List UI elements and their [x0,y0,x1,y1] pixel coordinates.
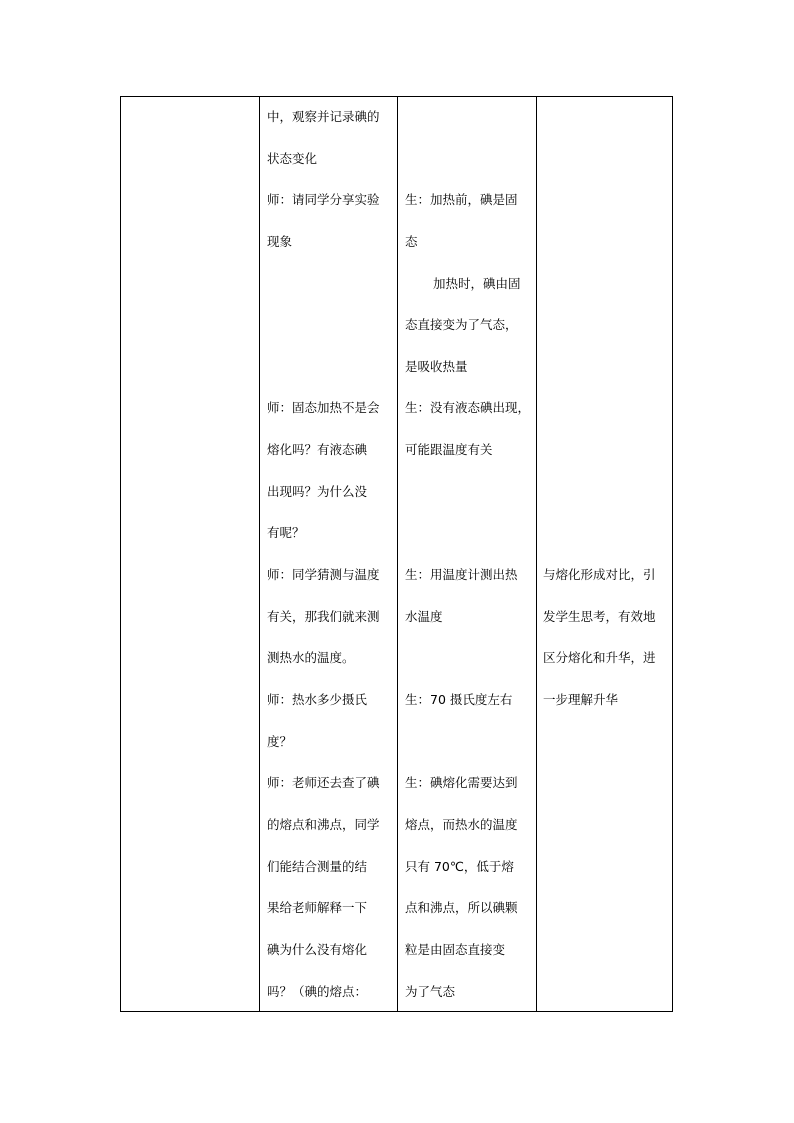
student-line: 生：碘熔化需要达到 [405,775,518,790]
teacher-line: 的熔点和沸点，同学 [267,817,380,832]
student-line: 熔点，而热水的温度 [405,817,518,832]
cell-teacher-activity [267,97,391,1011]
cell-column-1 [121,97,259,1011]
student-line: 粒是由固态直接变 [405,942,506,957]
student-line: 生：用温度计测出热 [405,567,518,582]
student-line: 为了气态 [405,984,456,999]
student-line: 生：70 摄氏度左右 [405,692,513,707]
teacher-line: 测热水的温度。 [267,650,355,665]
student-line: 生：加热前，碘是固 [405,192,518,207]
teacher-line: 师：热水多少摄氏 [267,692,368,707]
teacher-line: 碘为什么没有熔化 [267,942,368,957]
teacher-line: 有呢？ [267,525,305,540]
student-line: 是吸收热量 [405,359,468,374]
teacher-line: 状态变化 [267,151,318,166]
teacher-line: 们能结合测量的结 [267,859,368,874]
lesson-table [120,96,673,1012]
column-divider-2 [397,97,398,1011]
teacher-line: 果给老师解释一下 [267,900,368,915]
teacher-line: 中，观察并记录碘的 [267,109,380,124]
teacher-line: 度？ [267,734,293,749]
cell-design-intent [543,97,669,1011]
student-line: 只有 70℃，低于熔 [405,859,514,874]
teacher-line: 师：固态加热不是会 [267,400,380,415]
student-line: 加热时，碘由固 [433,276,521,291]
column-divider-3 [536,97,537,1011]
student-line: 水温度 [405,609,443,624]
teacher-line: 有关，那我们就来测 [267,609,380,624]
student-line: 点和沸点，所以碘颗 [405,900,518,915]
intent-line: 发学生思考，有效地 [543,609,656,624]
student-line: 态直接变为了气态， [405,317,518,332]
teacher-line: 吗？（碘的熔点： [267,984,368,999]
student-line: 可能跟温度有关 [405,442,493,457]
intent-line: 与熔化形成对比，引 [543,567,656,582]
intent-line: 一步理解升华 [543,692,619,707]
teacher-line: 现象 [267,234,293,249]
intent-line: 区分熔化和升华，进 [543,650,656,665]
student-line: 态 [405,234,418,249]
column-divider-1 [259,97,260,1011]
teacher-line: 师：请同学分享实验 [267,192,380,207]
teacher-line: 师：老师还去查了碘 [267,775,380,790]
teacher-line: 出现吗？为什么没 [267,484,368,499]
student-line: 生：没有液态碘出现， [405,400,531,415]
teacher-line: 师：同学猜测与温度 [267,567,380,582]
cell-student-activity [405,97,531,1011]
teacher-line: 熔化吗？有液态碘 [267,442,368,457]
